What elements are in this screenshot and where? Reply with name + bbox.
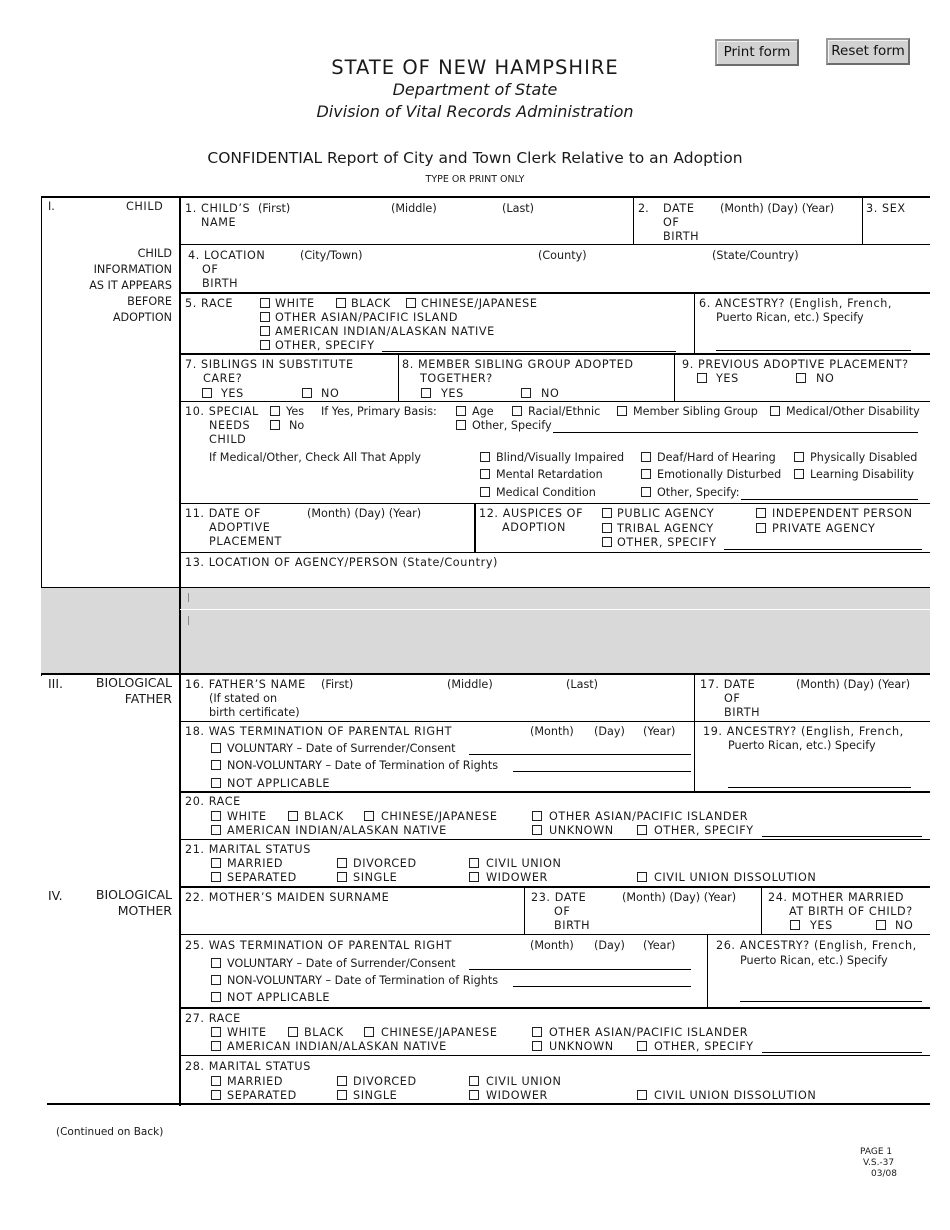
race-amind-label: AMERICAN INDIAN/ALASKAN NATIVE (275, 325, 495, 338)
siblings-yes-checkbox[interactable] (202, 388, 212, 398)
father-nonvoluntary-label: NON-VOLUNTARY – Date of Termination of Rights (227, 759, 499, 772)
field-16-line3: birth certificate) (209, 706, 300, 719)
father-separated-label: SEPARATED (227, 871, 297, 884)
cond-other-checkbox[interactable] (641, 487, 651, 497)
cond-mental-label: Mental Retardation (496, 468, 603, 481)
cond-other-line[interactable] (741, 499, 918, 500)
father-race-black-checkbox[interactable] (288, 811, 298, 821)
cond-medical-checkbox[interactable] (480, 487, 490, 497)
cond-emotional-label: Emotionally Disturbed (657, 468, 782, 481)
shaded-block (181, 588, 930, 674)
special-no-label: No (289, 419, 305, 432)
field-16-line1: 16. FATHER’S NAME (185, 678, 306, 691)
father-race-black-label: BLACK (304, 810, 344, 823)
special-yes-label: Yes (286, 405, 305, 418)
mother-ancestry-line[interactable] (740, 1001, 922, 1002)
form-number: V.S.-37 (863, 1158, 895, 1168)
mother-voluntary-line[interactable] (469, 969, 691, 970)
field-4-line2: OF (202, 263, 219, 276)
basis-age-checkbox[interactable] (456, 406, 466, 416)
race-chinese-label: CHINESE/JAPANESE (421, 297, 538, 310)
field-23-line2: OF (554, 905, 571, 918)
mother-race-asian-label: OTHER ASIAN/PACIFIC ISLANDER (549, 1026, 749, 1039)
field-11-line2: ADOPTIVE (209, 521, 271, 534)
field-2-line3: BIRTH (663, 230, 700, 243)
father-na-label: NOT APPLICABLE (227, 777, 331, 790)
auspice-independent-checkbox[interactable] (756, 508, 766, 518)
father-widower-checkbox[interactable] (469, 872, 479, 882)
field-1-first: (First) (258, 202, 291, 215)
rule (180, 609, 930, 610)
rule (180, 292, 930, 294)
field-5-label: 5. RACE (185, 297, 234, 310)
field-16-middle: (Middle) (447, 678, 493, 691)
reset-form-button[interactable]: Reset form (826, 38, 910, 65)
cond-blind-checkbox[interactable] (480, 452, 490, 462)
married-no-checkbox[interactable] (876, 920, 886, 930)
field-17-line2: OF (724, 692, 741, 705)
race-other-label: OTHER, SPECIFY (275, 339, 375, 352)
mother-race-black-label: BLACK (304, 1026, 344, 1039)
rule (524, 887, 525, 935)
rule (180, 839, 930, 840)
field-10-line2: NEEDS (209, 419, 251, 432)
basis-racial-checkbox[interactable] (512, 406, 522, 416)
field-20-label: 20. RACE (185, 795, 241, 808)
cond-emotional-checkbox[interactable] (641, 469, 651, 479)
field-3-label: 3. SEX (866, 202, 906, 215)
auspice-private-label: PRIVATE AGENCY (772, 522, 876, 535)
basis-medical-checkbox[interactable] (770, 406, 780, 416)
race-asian-label: OTHER ASIAN/PACIFIC ISLAND (275, 311, 459, 324)
cond-deaf-checkbox[interactable] (641, 452, 651, 462)
section-iv-number: IV. (48, 888, 63, 903)
father-single-checkbox[interactable] (337, 872, 347, 882)
field-1-label-2: NAME (201, 216, 237, 229)
rule (633, 197, 634, 244)
mother-dissolution-label: CIVIL UNION DISSOLUTION (654, 1089, 817, 1102)
auspice-other-line[interactable] (724, 549, 922, 550)
father-civil-union-checkbox[interactable] (469, 858, 479, 868)
race-amind-checkbox[interactable] (260, 326, 270, 336)
mother-race-chinese-label: CHINESE/JAPANESE (381, 1026, 498, 1039)
field-1-middle: (Middle) (391, 202, 437, 215)
section-i-sub-line4: BEFORE (127, 295, 172, 308)
father-race-other-label: OTHER, SPECIFY (654, 824, 754, 837)
cond-medical-label: Medical Condition (496, 486, 596, 499)
father-race-amind-label: AMERICAN INDIAN/ALASKAN NATIVE (227, 824, 447, 837)
primary-basis-label: If Yes, Primary Basis: (321, 405, 437, 418)
father-dissolution-label: CIVIL UNION DISSOLUTION (654, 871, 817, 884)
cond-learning-label: Learning Disability (810, 468, 914, 481)
section-i-number: I. (48, 200, 55, 213)
father-nonvoluntary-checkbox[interactable] (211, 760, 221, 770)
mother-race-black-checkbox[interactable] (288, 1027, 298, 1037)
field-16-line2: (If stated on (209, 692, 278, 705)
basis-medical-label: Medical/Other Disability (786, 405, 920, 418)
rule (761, 887, 762, 935)
father-voluntary-checkbox[interactable] (211, 743, 221, 753)
field-25-label: 25. WAS TERMINATION OF PARENTAL RIGHT (185, 939, 453, 952)
race-asian-checkbox[interactable] (260, 312, 270, 322)
race-white-label: WHITE (275, 297, 315, 310)
rule (180, 1055, 930, 1056)
mother-divorced-label: DIVORCED (353, 1075, 417, 1088)
previous-no-label: NO (816, 372, 835, 385)
field-1-label: 1. CHILD’S (185, 202, 251, 215)
mother-voluntary-checkbox[interactable] (211, 958, 221, 968)
special-no-checkbox[interactable] (270, 420, 280, 430)
auspice-private-checkbox[interactable] (756, 523, 766, 533)
section-iv-label-line1: BIOLOGICAL (95, 887, 172, 902)
rule (180, 244, 930, 245)
field-19-line2: Puerto Rican, etc.) Specify (728, 739, 876, 752)
father-dissolution-checkbox[interactable] (637, 872, 647, 882)
father-race-other-checkbox[interactable] (637, 825, 647, 835)
field-2-mdy: (Month) (Day) (Year) (720, 202, 835, 215)
field-23-mdy: (Month) (Day) (Year) (622, 891, 737, 904)
rule (180, 791, 930, 793)
mother-married-label: MARRIED (227, 1075, 284, 1088)
group-no-label: NO (541, 387, 560, 400)
father-married-label: MARRIED (227, 857, 284, 870)
father-single-label: SINGLE (353, 871, 398, 884)
field-10-line3: CHILD (209, 433, 247, 446)
rule (180, 886, 930, 888)
field-17-mdy: (Month) (Day) (Year) (796, 678, 911, 691)
mother-dissolution-checkbox[interactable] (637, 1090, 647, 1100)
basis-racial-label: Racial/Ethnic (528, 405, 601, 418)
section-iii-label-line1: BIOLOGICAL (95, 675, 172, 690)
mother-civil-union-label: CIVIL UNION (486, 1075, 562, 1088)
section-i-sub-line1: CHILD (137, 247, 172, 260)
race-chinese-checkbox[interactable] (406, 298, 416, 308)
father-race-white-checkbox[interactable] (211, 811, 221, 821)
field-2-number: 2. (638, 202, 649, 215)
mother-widower-checkbox[interactable] (469, 1090, 479, 1100)
mother-race-amind-label: AMERICAN INDIAN/ALASKAN NATIVE (227, 1040, 447, 1053)
rule (41, 196, 930, 198)
rule (180, 552, 930, 553)
field-12-line1: 12. AUSPICES OF (479, 507, 584, 520)
state-heading: STATE OF NEW HAMPSHIRE (331, 56, 619, 79)
field-23-line1: 23. DATE (531, 891, 587, 904)
field-17-line3: BIRTH (724, 706, 761, 719)
cond-deaf-label: Deaf/Hard of Hearing (657, 451, 776, 464)
rule (474, 503, 476, 552)
rule (180, 353, 930, 355)
father-divorced-checkbox[interactable] (337, 858, 347, 868)
rule (180, 1007, 930, 1009)
siblings-no-checkbox[interactable] (302, 388, 312, 398)
field-11-mdy: (Month) (Day) (Year) (307, 507, 422, 520)
field-17-line1: 17. DATE (700, 678, 756, 691)
section-i-sub-line2: INFORMATION (93, 263, 172, 276)
auspice-other-checkbox[interactable] (602, 537, 612, 547)
rule (41, 673, 930, 675)
father-race-chinese-checkbox[interactable] (364, 811, 374, 821)
medical-instruction: If Medical/Other, Check All That Apply (209, 451, 422, 464)
field-6-line1: 6. ANCESTRY? (English, French, (699, 297, 893, 310)
siblings-yes-label: YES (221, 387, 244, 400)
race-other-line[interactable] (382, 351, 676, 352)
father-divorced-label: DIVORCED (353, 857, 417, 870)
father-ancestry-line[interactable] (728, 787, 911, 788)
field-23-line3: BIRTH (554, 919, 591, 932)
form-title: CONFIDENTIAL Report of City and Town Clerk Relative to an Adoption (207, 149, 743, 167)
print-form-button[interactable]: Print form (715, 39, 799, 66)
field-18-year: (Year) (643, 725, 676, 738)
shaded-block (41, 588, 179, 674)
field-4-line1: 4. LOCATION (188, 249, 266, 262)
rule (398, 354, 399, 401)
father-voluntary-label: VOLUNTARY – Date of Surrender/Consent (227, 742, 456, 755)
rule (188, 593, 189, 602)
father-race-other-line[interactable] (762, 836, 922, 837)
section-i-label: CHILD (126, 200, 164, 213)
group-yes-checkbox[interactable] (421, 388, 431, 398)
field-11-line1: 11. DATE OF (185, 507, 261, 520)
page-number: PAGE 1 (860, 1147, 893, 1157)
field-16-first: (First) (321, 678, 354, 691)
field-27-label: 27. RACE (185, 1012, 241, 1025)
field-4-county: (County) (538, 249, 587, 262)
mother-na-checkbox[interactable] (211, 992, 221, 1002)
field-26-line2: Puerto Rican, etc.) Specify (740, 954, 888, 967)
field-19-line1: 19. ANCESTRY? (English, French, (703, 725, 904, 738)
father-race-amind-checkbox[interactable] (211, 825, 221, 835)
field-11-line3: PLACEMENT (209, 535, 282, 548)
field-25-year: (Year) (643, 939, 676, 952)
mother-race-asian-checkbox[interactable] (532, 1027, 542, 1037)
field-2-line1: DATE (663, 202, 695, 215)
field-28-label: 28. MARITAL STATUS (185, 1060, 311, 1073)
mother-widower-label: WIDOWER (486, 1089, 548, 1102)
rule (862, 197, 863, 244)
basis-sibling-label: Member Sibling Group (633, 405, 758, 418)
division-heading: Division of Vital Records Administration (316, 102, 634, 121)
auspice-independent-label: INDEPENDENT PERSON (772, 507, 913, 520)
field-24-line2: AT BIRTH OF CHILD? (789, 905, 913, 918)
field-18-day: (Day) (594, 725, 625, 738)
mother-race-amind-checkbox[interactable] (211, 1041, 221, 1051)
father-voluntary-line[interactable] (469, 754, 691, 755)
field-22-label: 22. MOTHER’S MAIDEN SURNAME (185, 891, 390, 904)
rule (180, 401, 930, 402)
field-2-line2: OF (663, 216, 680, 229)
auspice-tribal-checkbox[interactable] (602, 523, 612, 533)
married-yes-label: YES (810, 919, 833, 932)
mother-race-other-label: OTHER, SPECIFY (654, 1040, 754, 1053)
basis-other-checkbox[interactable] (456, 420, 466, 430)
father-race-asian-checkbox[interactable] (532, 811, 542, 821)
field-13-label: 13. LOCATION OF AGENCY/PERSON (State/Country) (185, 556, 499, 569)
special-yes-checkbox[interactable] (270, 406, 280, 416)
rule (180, 503, 930, 504)
rule (694, 293, 695, 354)
father-race-unknown-label: UNKNOWN (549, 824, 614, 837)
father-race-asian-label: OTHER ASIAN/PACIFIC ISLANDER (549, 810, 749, 823)
rule (188, 616, 189, 625)
mother-race-white-checkbox[interactable] (211, 1027, 221, 1037)
field-7-line1: 7. SIBLINGS IN SUBSTITUTE (185, 358, 354, 371)
field-10-line1: 10. SPECIAL (185, 405, 259, 418)
mother-race-other-checkbox[interactable] (637, 1041, 647, 1051)
mother-race-unknown-checkbox[interactable] (532, 1041, 542, 1051)
basis-other-label: Other, Specify (472, 419, 552, 432)
mother-race-white-label: WHITE (227, 1026, 267, 1039)
mother-married-checkbox[interactable] (211, 1076, 221, 1086)
married-no-label: NO (895, 919, 914, 932)
mother-divorced-checkbox[interactable] (337, 1076, 347, 1086)
father-separated-checkbox[interactable] (211, 872, 221, 882)
section-iii-label-line2: FATHER (124, 691, 172, 706)
mother-single-label: SINGLE (353, 1089, 398, 1102)
field-6-line2: Puerto Rican, etc.) Specify (716, 311, 864, 324)
father-race-white-label: WHITE (227, 810, 267, 823)
father-married-checkbox[interactable] (211, 858, 221, 868)
cond-physical-label: Physically Disabled (810, 451, 918, 464)
mother-separated-label: SEPARATED (227, 1089, 297, 1102)
cond-blind-label: Blind/Visually Impaired (496, 451, 625, 464)
mother-race-other-line[interactable] (762, 1052, 922, 1053)
mother-civil-union-checkbox[interactable] (469, 1076, 479, 1086)
race-black-checkbox[interactable] (336, 298, 346, 308)
basis-other-line[interactable] (553, 432, 918, 433)
mother-race-chinese-checkbox[interactable] (364, 1027, 374, 1037)
field-4-state: (State/Country) (712, 249, 799, 262)
field-8-line1: 8. MEMBER SIBLING GROUP ADOPTED (402, 358, 634, 371)
cond-learning-checkbox[interactable] (794, 469, 804, 479)
ancestry-line[interactable] (716, 350, 911, 351)
mother-separated-checkbox[interactable] (211, 1090, 221, 1100)
auspice-public-checkbox[interactable] (602, 508, 612, 518)
father-race-unknown-checkbox[interactable] (532, 825, 542, 835)
auspice-tribal-label: TRIBAL AGENCY (617, 522, 714, 535)
field-18-label: 18. WAS TERMINATION OF PARENTAL RIGHT (185, 725, 453, 738)
father-na-checkbox[interactable] (211, 778, 221, 788)
field-9-label: 9. PREVIOUS ADOPTIVE PLACEMENT? (682, 358, 909, 371)
field-16-last: (Last) (566, 678, 599, 691)
basis-age-label: Age (472, 405, 494, 418)
mother-nonvoluntary-line[interactable] (513, 986, 691, 987)
auspice-public-label: PUBLIC AGENCY (617, 507, 715, 520)
field-4-city: (City/Town) (300, 249, 363, 262)
form-date: 03/08 (871, 1169, 897, 1179)
siblings-no-label: NO (321, 387, 340, 400)
auspice-other-label: OTHER, SPECIFY (617, 536, 717, 549)
father-widower-label: WIDOWER (486, 871, 548, 884)
rule (694, 675, 695, 791)
basis-sibling-checkbox[interactable] (617, 406, 627, 416)
previous-yes-label: YES (716, 372, 739, 385)
race-other-checkbox[interactable] (260, 340, 270, 350)
father-civil-union-label: CIVIL UNION (486, 857, 562, 870)
previous-yes-checkbox[interactable] (697, 373, 707, 383)
mother-na-label: NOT APPLICABLE (227, 991, 331, 1004)
group-yes-label: YES (441, 387, 464, 400)
mother-voluntary-label: VOLUNTARY – Date of Surrender/Consent (227, 957, 456, 970)
mother-race-unknown-label: UNKNOWN (549, 1040, 614, 1053)
section-i-sub-line5: ADOPTION (112, 311, 172, 324)
field-24-line1: 24. MOTHER MARRIED (768, 891, 905, 904)
field-25-day: (Day) (594, 939, 625, 952)
mother-nonvoluntary-checkbox[interactable] (211, 975, 221, 985)
rule (180, 934, 930, 935)
field-21-label: 21. MARITAL STATUS (185, 843, 311, 856)
field-26-line1: 26. ANCESTRY? (English, French, (716, 939, 917, 952)
married-yes-checkbox[interactable] (790, 920, 800, 930)
rule (707, 935, 708, 1008)
race-white-checkbox[interactable] (260, 298, 270, 308)
section-iii-number: III. (48, 676, 64, 691)
field-1-last: (Last) (502, 202, 535, 215)
field-7-line2: CARE? (203, 372, 243, 385)
race-black-label: BLACK (351, 297, 391, 310)
form-instruction: TYPE OR PRINT ONLY (425, 174, 525, 185)
field-4-line3: BIRTH (202, 277, 239, 290)
mother-single-checkbox[interactable] (337, 1090, 347, 1100)
field-8-line2: TOGETHER? (420, 372, 493, 385)
mother-nonvoluntary-label: NON-VOLUNTARY – Date of Termination of Rights (227, 974, 499, 987)
cond-other-label: Other, Specify: (657, 486, 740, 499)
rule (180, 721, 930, 722)
group-no-checkbox[interactable] (521, 388, 531, 398)
father-nonvoluntary-line[interactable] (513, 771, 691, 772)
rule (674, 354, 675, 401)
department-heading: Department of State (392, 80, 558, 99)
section-iv-label-line2: MOTHER (117, 903, 172, 918)
father-race-chinese-label: CHINESE/JAPANESE (381, 810, 498, 823)
section-i-sub-line3: AS IT APPEARS (89, 279, 172, 292)
previous-no-checkbox[interactable] (796, 373, 806, 383)
field-25-month: (Month) (530, 939, 574, 952)
cond-mental-checkbox[interactable] (480, 469, 490, 479)
field-12-line2: ADOPTION (502, 521, 566, 534)
rule (47, 1103, 930, 1105)
cond-physical-checkbox[interactable] (794, 452, 804, 462)
continued-note: (Continued on Back) (56, 1126, 164, 1138)
field-18-month: (Month) (530, 725, 574, 738)
